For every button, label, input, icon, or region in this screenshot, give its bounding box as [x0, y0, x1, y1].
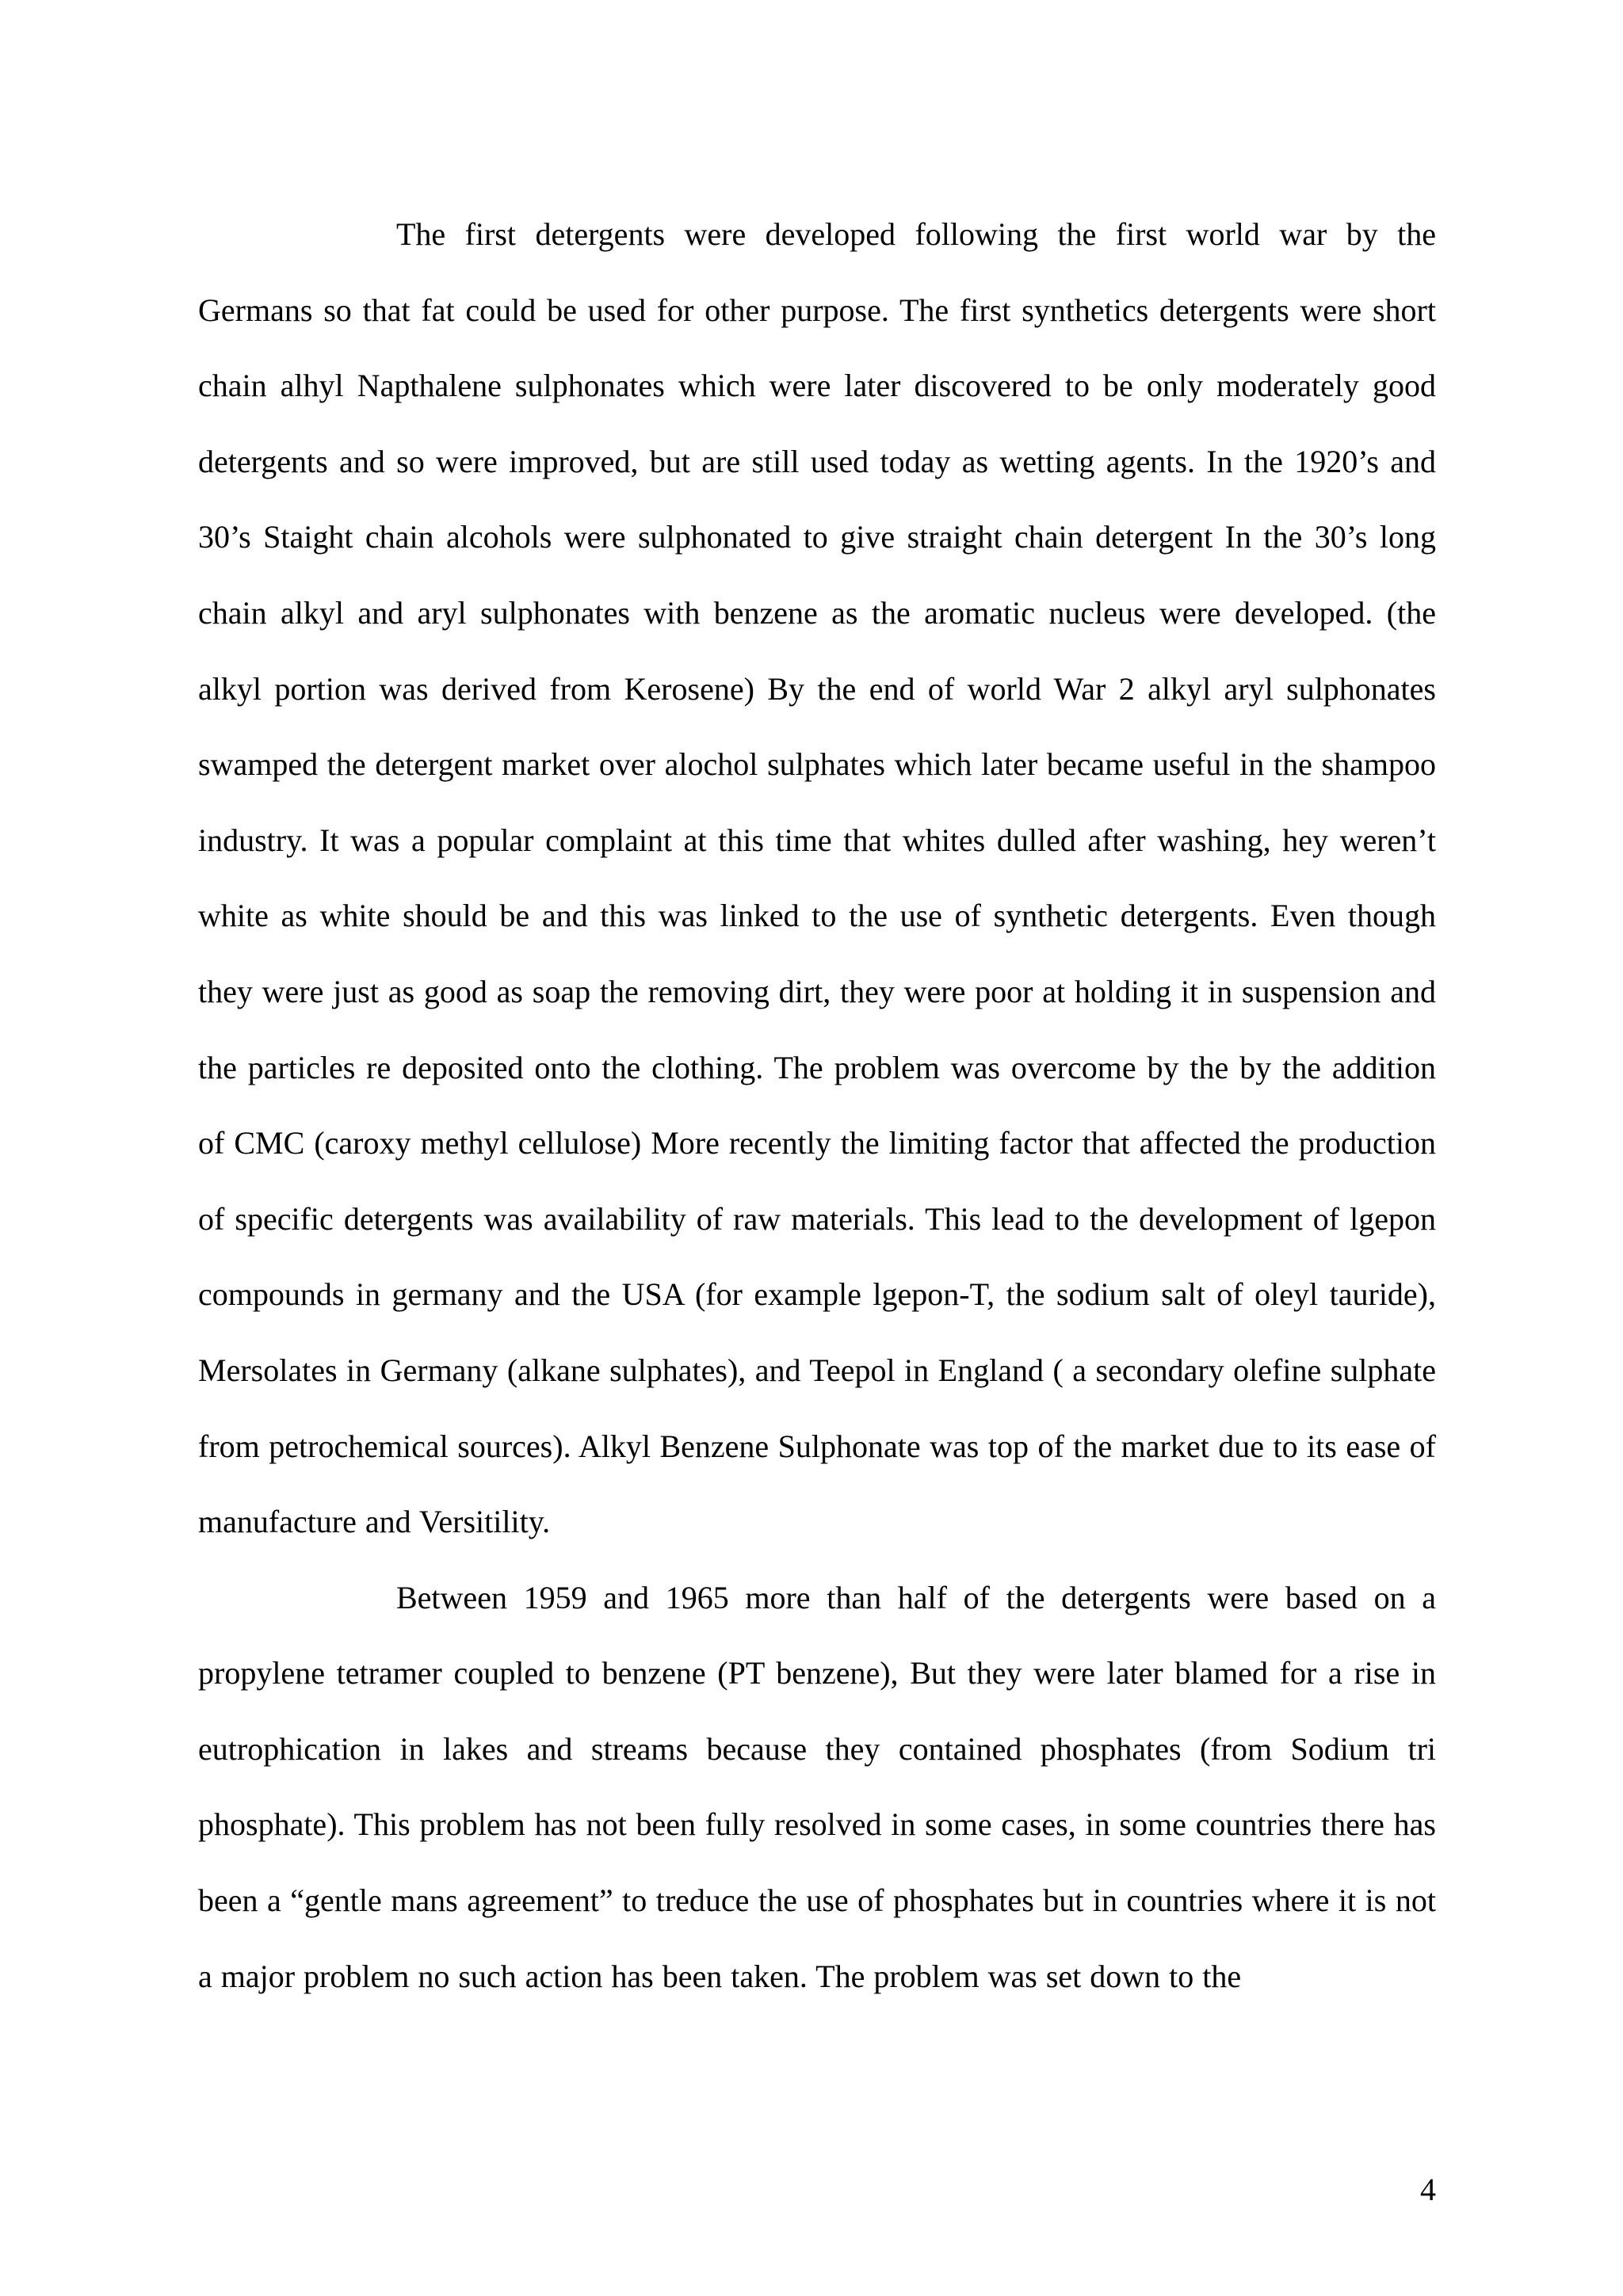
paragraph-phosphates: Between 1959 and 1965 more than half of the detergents were based on a propylene tetramer coupled to benzene (PT benzene), But they were later blamed for a rise in eutrophication in lakes and streams because they contained phosphates (from Sodium tri phosphate). This problem has not been fully resolved in some cases, in some countries there has been a “gentle mans agreement” to treduce the use of phosphates but in countries where it is not a major problem no such action has been taken. The problem was set down to the [198, 1579, 1436, 1994]
paragraph-detergent-history: The first detergents were developed following the first world war by the Germans so that fat could be used for other purpose. The first synthetics detergents were short chain alhyl Napthalene sulphonates which were later discovered to be only moderately good detergents and so were improved, but are still used today as wetting agents. In the 1920’s and 30’s Staight chain alcohols were sulphonated to give straight chain detergent In the 30’s long chain alkyl and aryl sulphonates with benzene as the aromatic nucleus were developed. (the alkyl portion was derived from Kerosene) By the end of world War 2 alkyl aryl sulphonates swamped the detergent market over alochol sulphates which later became useful in the shampoo industry. It was a popular complaint at this time that whites dulled after washing, hey weren’t white as white should be and this was linked to the use of synthetic detergents. Even though they were just as good as soap the removing dirt, they were poor at holding it in suspension and the particles re deposited onto the clothing. The problem was overcome by the by the addition of CMC (caroxy methyl cellulose) More recently the limiting factor that affected the production of specific detergents was availability of raw materials. This lead to the development of lgepon compounds in germany and the USA (for example lgepon-T, the sodium salt of oleyl tauride), Mersolates in Germany (alkane sulphates), and Teepol in England ( a secondary olefine sulphate from petrochemical sources). Alkyl Benzene Sulphonate was top of the market due to its ease of manufacture and Versitility. [198, 216, 1436, 1540]
page-number: 4 [1420, 2172, 1436, 2207]
body-text [198, 196, 1436, 2014]
